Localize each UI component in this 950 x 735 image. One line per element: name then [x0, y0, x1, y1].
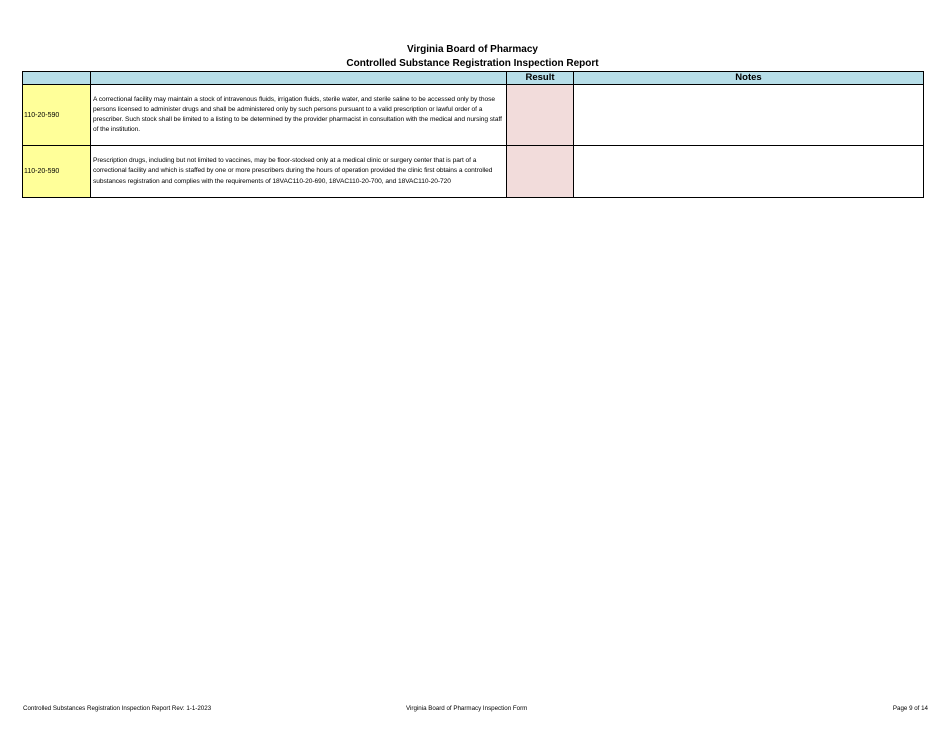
column-header-code	[23, 72, 91, 85]
column-header-notes: Notes	[574, 72, 924, 85]
footer-page-number: Page 9 of 14	[892, 705, 928, 712]
regulation-description-cell: Prescription drugs, including but not limited to vaccines, may be floor-stocked only at a medical clinic or surgery center that is part of a correctional facility and which is staffed by one or more prescribers during the hours of operation provided the clinic first obtains a controlled substances registration and complies with the requirements of 18VAC110-20-690, 18VAC110-20-700, and 18VAC110-20-720	[91, 146, 507, 198]
table-row	[23, 146, 924, 198]
column-header-description	[91, 72, 507, 85]
table-header-row	[23, 72, 924, 85]
inspection-table	[22, 71, 924, 198]
report-title: Controlled Substance Registration Inspection Report	[346, 58, 599, 69]
table-row	[23, 85, 924, 146]
report-title-organization: Virginia Board of Pharmacy	[407, 44, 538, 55]
notes-input-cell[interactable]	[574, 146, 924, 198]
notes-input-cell[interactable]	[574, 85, 924, 146]
footer-form-name: Virginia Board of Pharmacy Inspection Form	[406, 705, 528, 712]
result-input-cell[interactable]	[507, 85, 574, 146]
footer-report-revision: Controlled Substances Registration Inspection Report Rev: 1-1-2023	[23, 705, 212, 712]
result-input-cell[interactable]	[507, 146, 574, 198]
column-header-result: Result	[507, 72, 574, 85]
regulation-description-cell: A correctional facility may maintain a stock of intravenous fluids, irrigation fluids, sterile water, and sterile saline to be accessed only by those persons licensed to administer drugs and shall be administered only by such persons pursuant to a valid prescription or lawful order of a prescriber. Such stock shall be limited to a listing to be determined by the provider pharmacist in consultation with the medical and nursing staff of the institution.	[91, 85, 507, 146]
regulation-code-cell: 110-20-590	[23, 85, 91, 146]
regulation-code-cell: 110-20-590	[23, 146, 91, 198]
